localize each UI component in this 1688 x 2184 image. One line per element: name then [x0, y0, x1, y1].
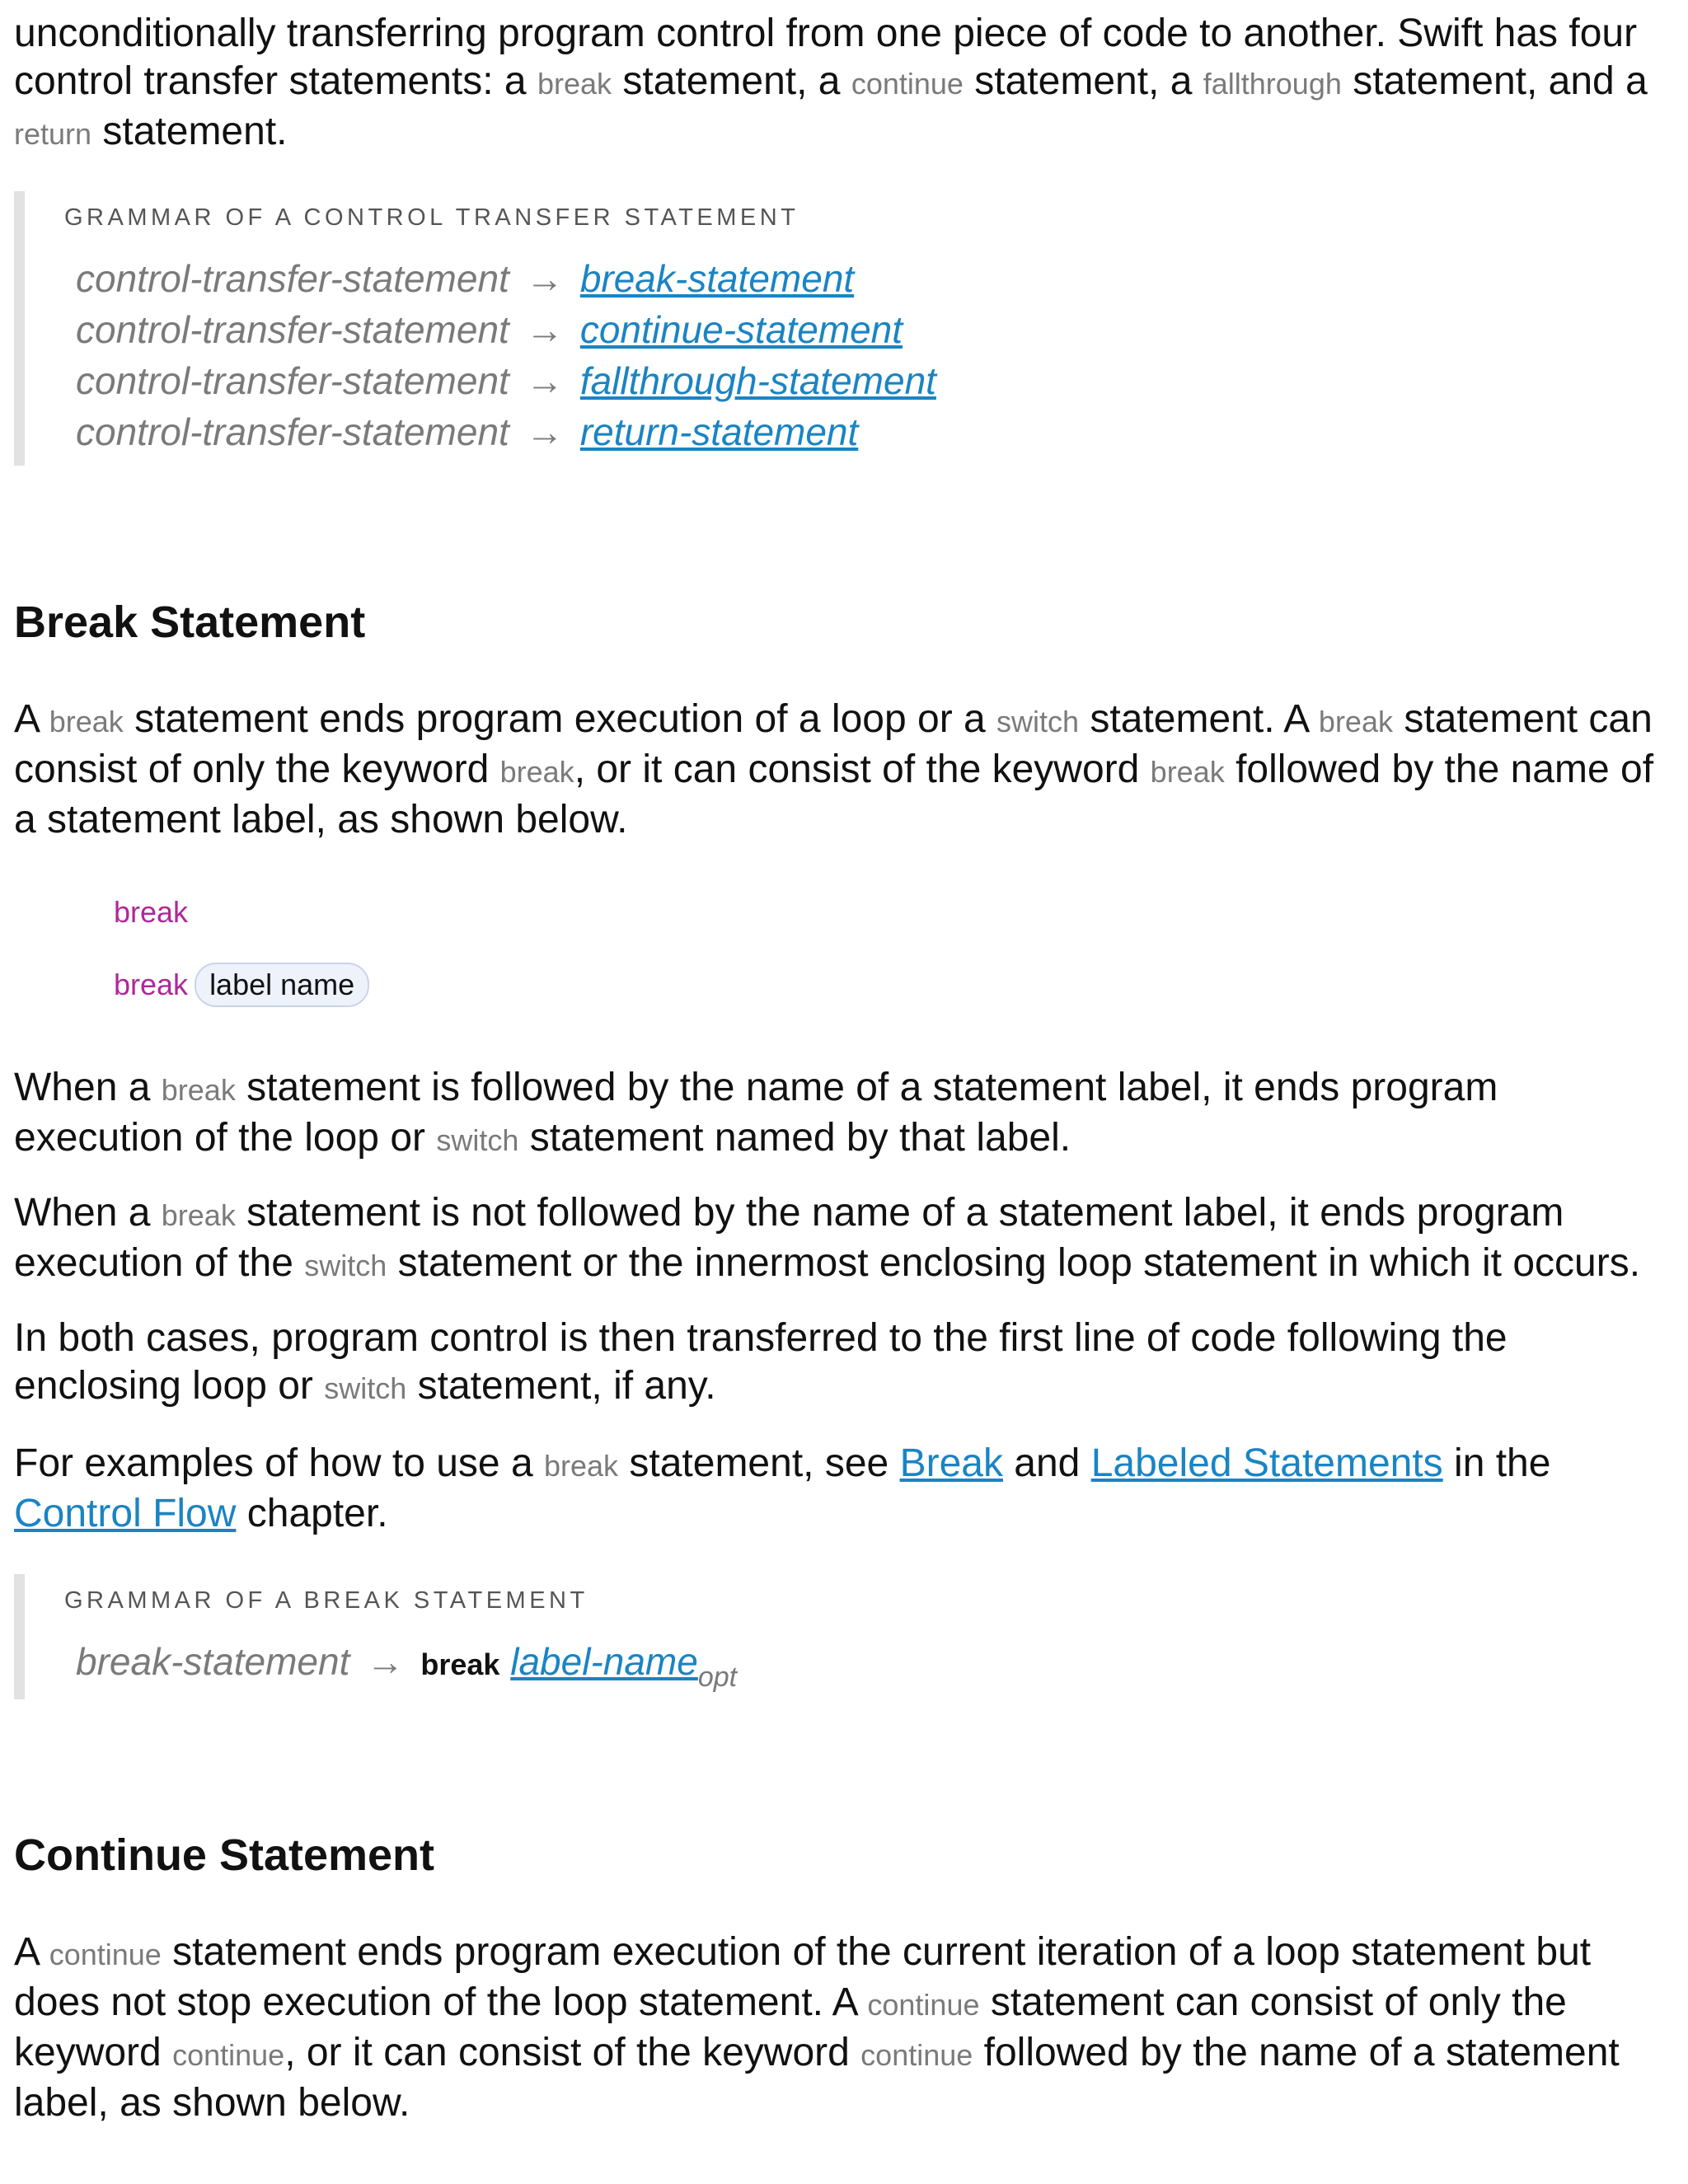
inline-code: break: [1318, 705, 1393, 738]
text: statement, and a: [1341, 59, 1648, 103]
break-paragraph-1: [14, 696, 1671, 844]
break-paragraph-2: [14, 1064, 1671, 1165]
text: followed by the name of a statement label, as shown below.: [14, 748, 1654, 841]
text: When a: [14, 1191, 162, 1235]
inline-code: switch: [304, 1249, 387, 1282]
inline-code: break: [1150, 755, 1225, 789]
text: statement ends program execution of a loop or a: [123, 697, 997, 741]
grammar-link-return-statement[interactable]: return-statement: [579, 410, 859, 453]
inline-code: switch: [996, 705, 1080, 738]
arrow-icon: →: [525, 410, 564, 453]
text: In both cases, program control is then transferred to the first line of code following the enclosing loop or: [14, 1316, 1507, 1408]
text: statement is not followed by the name of a statement label, it ends program execution of the: [14, 1191, 1564, 1285]
text: statement, see: [618, 1441, 900, 1485]
grammar-link-fallthrough-statement[interactable]: fallthrough-statement: [579, 359, 936, 402]
section-heading-continue: Continue Statement: [14, 1830, 435, 1880]
grammar-lhs: control-transfer-statement: [76, 308, 509, 351]
text: statement, if any.: [406, 1364, 716, 1408]
continue-paragraph-1: [14, 1929, 1671, 2127]
text: statement can consist of only the keyword: [14, 1980, 1567, 2074]
text: statement. A: [1079, 697, 1319, 741]
grammar-lhs: break-statement: [76, 1640, 350, 1683]
text: statement can consist of only the keyword: [14, 697, 1653, 791]
grammar-control-transfer: [14, 191, 936, 466]
text: chapter.: [236, 1492, 388, 1535]
break-paragraph-1-block: [14, 696, 1671, 844]
intro-paragraph: [14, 10, 1671, 158]
text: in the: [1442, 1441, 1551, 1485]
text: unconditionally transferring program control from one piece of code to another. Swift has four control transfer statements: a: [14, 12, 1638, 103]
break-paragraph-5-block: [14, 1440, 1671, 1538]
inline-code: break: [543, 1449, 619, 1483]
grammar-rule: [64, 1636, 737, 1691]
break-paragraph-3-block: [14, 1189, 1671, 1290]
text: statement ends program execution of the current iteration of a loop statement but does not stop execution of the loop statement. A: [14, 1930, 1592, 2024]
grammar-lhs: control-transfer-statement: [76, 359, 509, 402]
inline-code: break: [499, 755, 574, 789]
grammar-link-continue-statement[interactable]: continue-statement: [579, 308, 903, 351]
grammar-title: GRAMMAR OF A CONTROL TRANSFER STATEMENT: [64, 204, 799, 231]
code-block-line-2: [114, 963, 369, 1007]
text: , or it can consist of the keyword: [574, 748, 1151, 791]
text: statement or the innermost enclosing loop statement in which it occurs.: [387, 1241, 1641, 1285]
inline-code: continue: [172, 2038, 285, 2072]
grammar-rule: [64, 304, 936, 355]
text: statement named by that label.: [518, 1116, 1071, 1160]
intro-paragraph-block: [14, 10, 1671, 158]
text: A: [14, 1930, 49, 1974]
inline-code: break: [161, 1198, 236, 1232]
break-paragraph-4: [14, 1315, 1671, 1413]
grammar-rule: [64, 355, 936, 406]
link-control-flow[interactable]: Control Flow: [14, 1492, 237, 1535]
inline-code: break: [537, 67, 612, 101]
text: For examples of how to use a: [14, 1441, 544, 1485]
inline-code: switch: [436, 1123, 519, 1157]
grammar-link-break-statement[interactable]: break-statement: [579, 257, 855, 300]
text: , or it can consist of the keyword: [284, 2031, 861, 2074]
inline-code: continue: [860, 2038, 973, 2072]
text: statement is followed by the name of a statement label, it ends program execution of the loop or: [14, 1066, 1498, 1160]
code-keyword: break: [114, 968, 189, 1001]
code-keyword: break: [114, 895, 189, 929]
code-placeholder: label name: [195, 963, 369, 1007]
text: statement, a: [963, 59, 1203, 103]
grammar-break-statement: [14, 1574, 737, 1699]
grammar-lhs: control-transfer-statement: [76, 410, 509, 453]
arrow-icon: →: [366, 1640, 405, 1683]
text: statement.: [91, 110, 288, 153]
grammar-title: GRAMMAR OF A BREAK STATEMENT: [64, 1587, 588, 1614]
grammar-opt: opt: [697, 1661, 738, 1693]
section-heading-break: Break Statement: [14, 598, 366, 647]
break-paragraph-5: [14, 1440, 1671, 1538]
code-block-line-1: [114, 895, 188, 930]
grammar-lhs: control-transfer-statement: [76, 257, 509, 300]
grammar-rule: [64, 406, 936, 457]
text: followed by the name of a statement label, as shown below.: [14, 2031, 1620, 2125]
inline-code: fallthrough: [1203, 67, 1342, 101]
break-paragraph-4-block: [14, 1315, 1671, 1413]
grammar-rule: [64, 253, 936, 304]
inline-code: return: [14, 117, 92, 151]
inline-code: break: [161, 1073, 236, 1107]
arrow-icon: →: [525, 308, 564, 351]
link-labeled-statements[interactable]: Labeled Statements: [1090, 1441, 1443, 1485]
text: When a: [14, 1066, 162, 1109]
grammar-keyword: break: [420, 1647, 500, 1681]
grammar-link-label-name[interactable]: label-name: [510, 1640, 698, 1683]
arrow-icon: →: [525, 359, 564, 402]
break-paragraph-2-block: [14, 1064, 1671, 1165]
link-break[interactable]: Break: [899, 1441, 1003, 1485]
inline-code: continue: [49, 1938, 162, 1971]
inline-code: break: [49, 705, 124, 738]
arrow-icon: →: [525, 257, 564, 300]
text: statement, a: [612, 59, 851, 103]
text: A: [14, 697, 49, 741]
continue-paragraph-1-block: [14, 1929, 1671, 2127]
inline-code: continue: [867, 1988, 980, 2022]
inline-code: continue: [851, 67, 964, 101]
inline-code: switch: [324, 1371, 407, 1405]
break-paragraph-3: [14, 1189, 1671, 1290]
text: and: [1002, 1441, 1091, 1485]
